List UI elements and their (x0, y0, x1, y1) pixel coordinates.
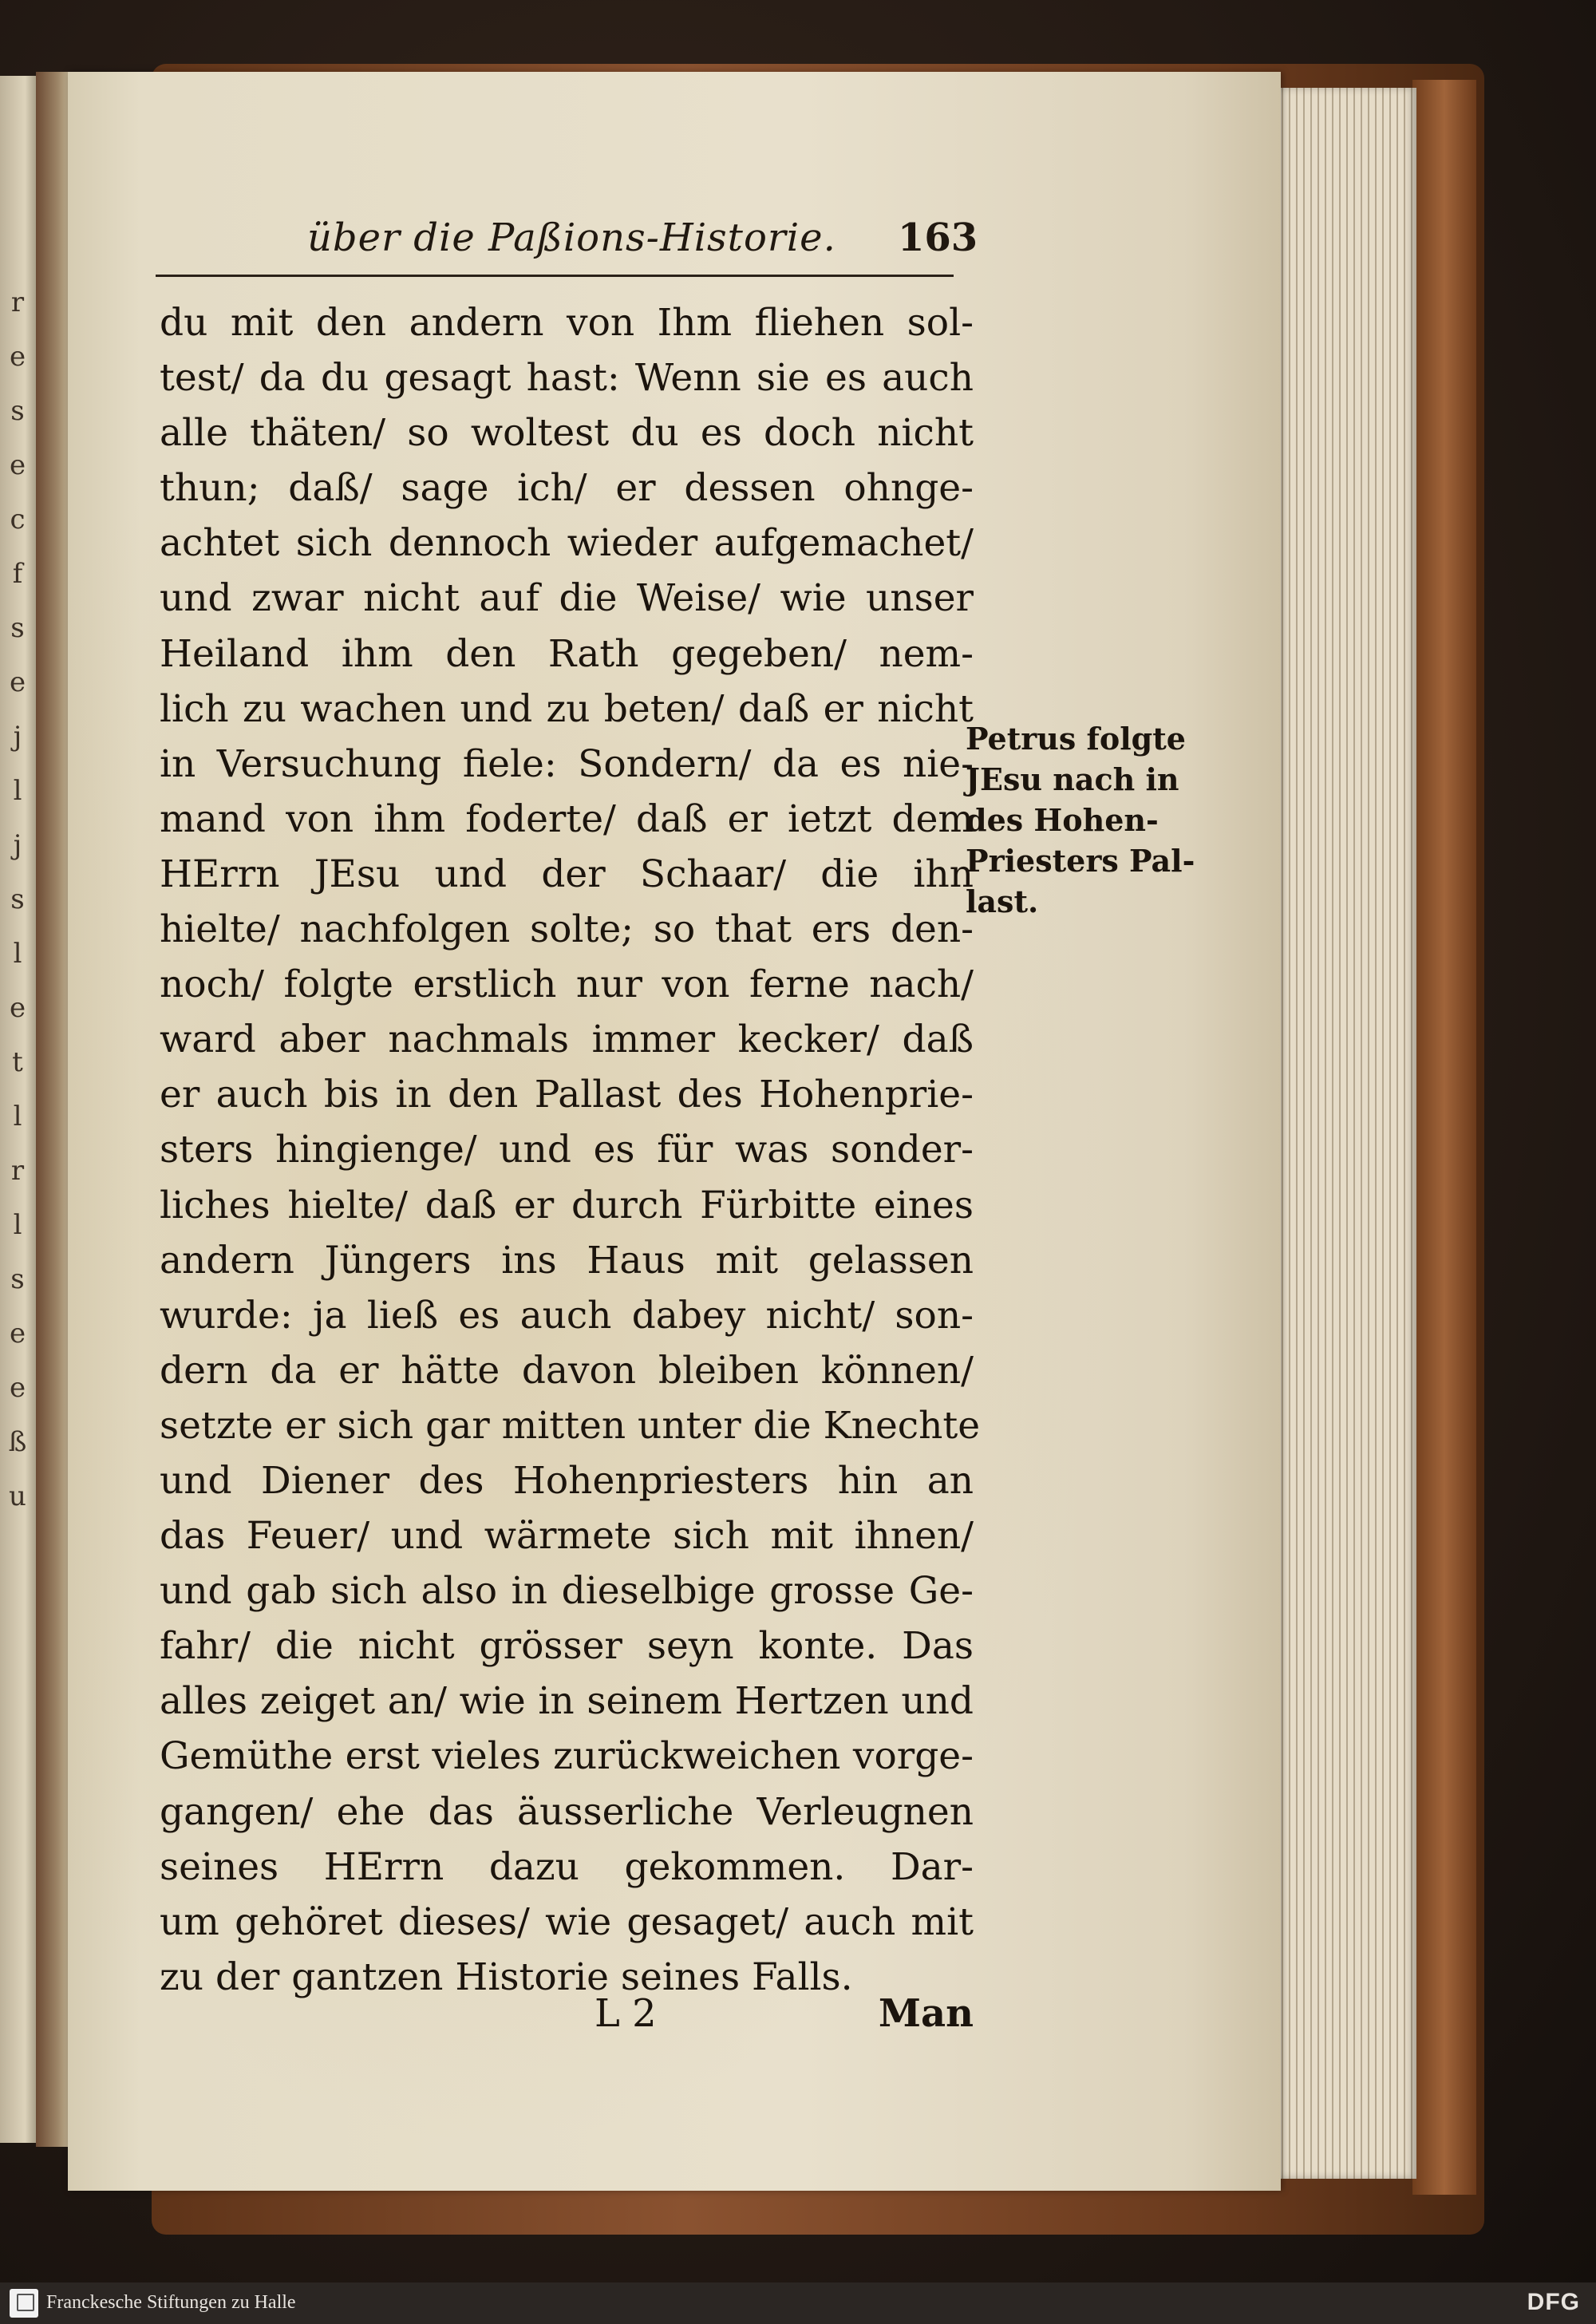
left-page-fragment: t (12, 1046, 23, 1078)
catchword: Man (878, 1991, 974, 2036)
left-page-fragment: e (9, 341, 26, 373)
left-page-fragment: l (13, 1209, 22, 1241)
left-page-fragment: ß (8, 1426, 27, 1458)
text-line: setzte er sich gar mitten unter die Knechte (160, 1403, 981, 1448)
text-line: sters hingienge/ und es für was sonder- (160, 1128, 974, 1172)
left-page-fragment: l (13, 938, 22, 970)
header-rule (156, 275, 954, 277)
text-line: ward aber nachmals immer kecker/ daß (160, 1018, 974, 1062)
viewer-footer (0, 2282, 1596, 2324)
left-page-fragment: e (9, 992, 26, 1024)
running-head (283, 215, 978, 271)
body-text (160, 295, 981, 2005)
book-page (68, 72, 1281, 2191)
left-page-fragment: e (9, 449, 26, 481)
marginal-note-line: JEsu nach in (966, 761, 1179, 797)
left-page-fragment: l (13, 775, 22, 807)
text-line: um gehöret dieses/ wie gesaget/ auch mit (160, 1899, 974, 1944)
text-line: alle thäten/ so woltest du es doch nicht (160, 411, 974, 456)
text-line: alles zeiget an/ wie in seinem Hertzen und (160, 1679, 974, 1724)
text-line: test/ da du gesagt hast: Wenn sie es auch (160, 356, 974, 401)
page-footer-line (160, 1991, 974, 2047)
text-line: Gemüthe erst vieles zurückweichen vorge- (160, 1734, 974, 1779)
page-block-edges (1269, 88, 1416, 2179)
left-page-fragment: j (13, 721, 22, 753)
left-page-fragment: s (10, 395, 25, 427)
text-line: fahr/ die nicht grösser seyn konte. Das (160, 1624, 974, 1669)
signature-mark: L 2 (595, 1991, 657, 2036)
page-number: 163 (898, 215, 978, 260)
running-title: über die Paßions-Historie. (307, 215, 836, 260)
text-line: seines HErrn dazu gekommen. Dar- (160, 1844, 974, 1889)
text-line: noch/ folgte erstlich nur von ferne nach/ (160, 962, 974, 1007)
text-line: andern Jüngers ins Haus mit gelassen (160, 1238, 974, 1283)
text-line: hielte/ nachfolgen solte; so that ers den- (160, 907, 974, 952)
text-line: er auch bis in den Pallast des Hohenprie- (160, 1073, 974, 1117)
left-page-fragment: r (10, 1155, 25, 1187)
text-line: und gab sich also in dieselbige grosse Ge- (160, 1569, 974, 1614)
left-page-fragments (6, 275, 29, 2071)
left-page-fragment: j (13, 829, 22, 861)
left-page-fragment: e (9, 1372, 26, 1404)
left-page-fragment: u (9, 1480, 26, 1512)
text-line: liches hielte/ daß er durch Fürbitte eines (160, 1183, 974, 1227)
left-page-fragment: l (13, 1101, 22, 1132)
left-page-fragment: f (12, 558, 23, 590)
text-line: wurde: ja ließ es auch dabey nicht/ son- (160, 1293, 974, 1338)
left-page-fragment: r (10, 287, 25, 318)
left-page-fragment: s (10, 883, 25, 915)
book-fore-edge-cover (1412, 80, 1476, 2195)
text-line: zu der gantzen Historie seines Falls. (160, 1954, 853, 1999)
text-line: Heiland ihm den Rath gegeben/ nem- (160, 631, 974, 676)
marginal-note-line: Petrus folgte (966, 721, 1186, 757)
left-page-fragment: e (9, 1318, 26, 1350)
text-line: und zwar nicht auf die Weise/ wie unser (160, 576, 974, 621)
marginal-note-line: des Hohen- (966, 802, 1159, 838)
text-line: HErrn JEsu und der Schaar/ die ihn (160, 852, 974, 896)
marginal-note (966, 718, 1221, 922)
institution-name: Franckesche Stiftungen zu Halle (46, 2292, 296, 2313)
text-line: in Versuchung fiele: Sondern/ da es nie- (160, 741, 974, 786)
text-line: das Feuer/ und wärmete sich mit ihnen/ (160, 1514, 974, 1559)
book-gutter (36, 72, 72, 2147)
marginal-note-line: last. (966, 883, 1039, 919)
left-page-fragment: s (10, 1263, 25, 1295)
text-line: lich zu wachen und zu beten/ daß er nicht (160, 686, 974, 731)
text-line: achtet sich dennoch wieder aufgemachet/ (160, 521, 974, 566)
text-line: gangen/ ehe das äusserliche Verleugnen (160, 1789, 974, 1834)
text-line: dern da er hätte davon bleiben können/ (160, 1348, 974, 1393)
text-line: mand von ihm foderte/ daß er ietzt dem (160, 796, 974, 841)
institution-logo-icon (10, 2289, 38, 2318)
left-page-edge (0, 76, 36, 2143)
dfg-logo: DFG (1527, 2289, 1580, 2315)
left-page-fragment: s (10, 612, 25, 644)
text-line: und Diener des Hohenpriesters hin an (160, 1458, 974, 1503)
text-line: du mit den andern von Ihm fliehen sol- (160, 301, 974, 345)
left-page-fragment: c (10, 504, 26, 536)
left-page-fragment: e (9, 666, 26, 698)
text-line: thun; daß/ sage ich/ er dessen ohnge- (160, 466, 974, 511)
marginal-note-line: Priesters Pal- (966, 843, 1195, 879)
